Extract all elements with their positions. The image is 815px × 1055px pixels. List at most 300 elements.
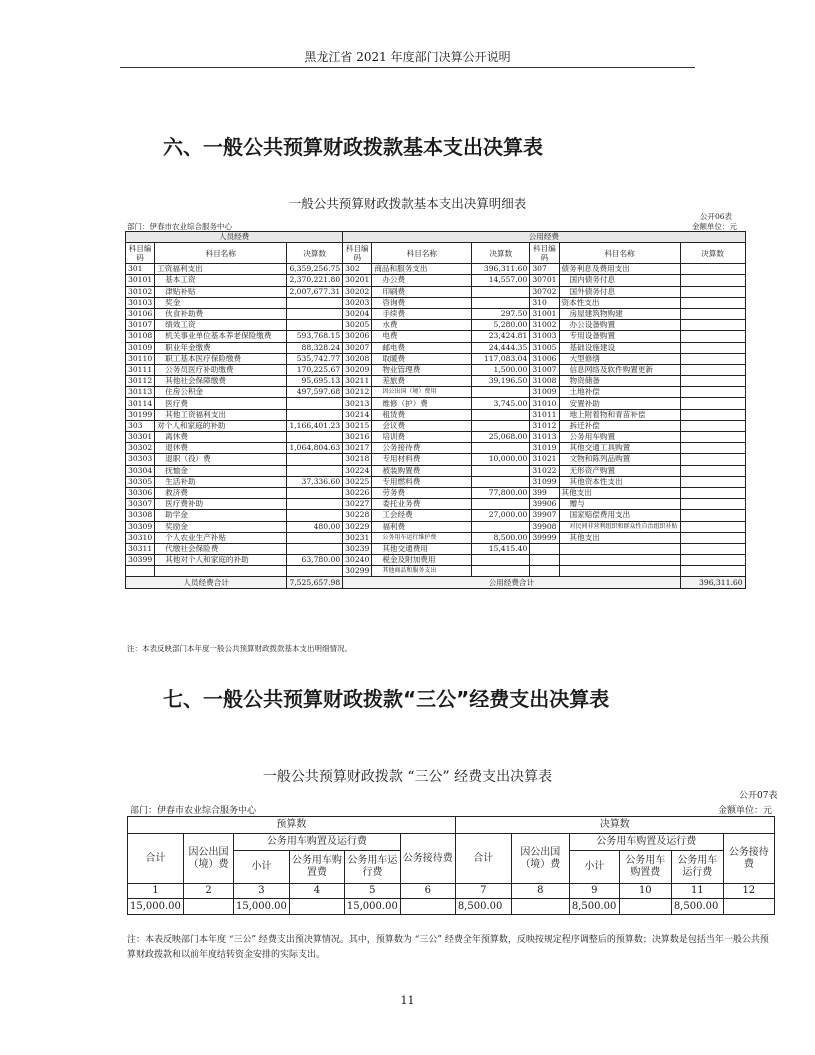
cell-amount [287, 510, 343, 521]
cell-code: 30111 [126, 364, 155, 375]
table-row [126, 499, 746, 510]
vehicle-header: 公务用车购置及运行费 [234, 834, 401, 851]
cell-code: 30202 [343, 286, 372, 297]
col-name: 科目名称 [372, 243, 472, 264]
cell-amount: 23,424.81 [472, 331, 530, 342]
col-code: 科目编码 [530, 243, 559, 264]
section-7-title: 七、一般公共预算财政拨款“三公”经费支出决算表 [163, 687, 610, 711]
cell-code: 30218 [343, 454, 372, 465]
cell-amount [680, 476, 745, 487]
cell-code: 30209 [343, 364, 372, 375]
cell-code: 30240 [343, 555, 372, 566]
cell-name: 专用燃料费 [372, 476, 472, 487]
cell-amount: 2,370,221.80 [287, 275, 343, 286]
cell-code: 30106 [126, 308, 155, 319]
cell-code: 39908 [530, 521, 559, 532]
cell-name: 伙食补助费 [155, 308, 287, 319]
total-public-label: 公用经费合计 [343, 577, 680, 588]
cell-name: 津贴补贴 [155, 286, 287, 297]
cell-amount [472, 297, 530, 308]
cell-code: 30203 [343, 297, 372, 308]
cell-amount [680, 387, 745, 398]
cell-code: 39907 [530, 510, 559, 521]
cell-code: 31019 [530, 443, 559, 454]
cell-name: 委托业务费 [372, 499, 472, 510]
value-cell [723, 899, 774, 915]
cell-amount [680, 465, 745, 476]
cell-name: 信息网络及软件购置更新 [559, 364, 680, 375]
cell-code: 30215 [343, 420, 372, 431]
cell-code: 303 [126, 420, 155, 431]
cell-name: 办公设备购置 [559, 320, 680, 331]
cell-amount [680, 499, 745, 510]
cell-code [530, 555, 559, 566]
cell-code: 30211 [343, 376, 372, 387]
cell-amount [680, 275, 745, 286]
cell-code: 31001 [530, 308, 559, 319]
cell-code: 30304 [126, 465, 155, 476]
cell-code: 30207 [343, 342, 372, 353]
cell-amount [680, 264, 745, 275]
cell-code: 31013 [530, 432, 559, 443]
cell-code: 30308 [126, 510, 155, 521]
abroad-header: 因公出国（境）费 [184, 834, 234, 884]
table-row [126, 510, 746, 521]
cell-amount [680, 409, 745, 420]
cell-code: 31011 [530, 409, 559, 420]
cell-amount: 37,336.60 [287, 476, 343, 487]
cell-amount: 5,280.00 [472, 320, 530, 331]
cell-amount [472, 443, 530, 454]
cell-amount [287, 543, 343, 554]
table-row [126, 387, 746, 398]
cell-name: 抚恤金 [155, 465, 287, 476]
cell-amount [472, 499, 530, 510]
cell-amount [680, 420, 745, 431]
total-personnel-value: 7,525,657.98 [287, 577, 343, 588]
cell-name: 其他工资福利支出 [155, 409, 287, 420]
cell-amount [287, 432, 343, 443]
cell-code: 30109 [126, 342, 155, 353]
table-row [126, 364, 746, 375]
cell-code: 30107 [126, 320, 155, 331]
cell-code: 30201 [343, 275, 372, 286]
table-row [126, 398, 746, 409]
value-cell: 15,000.00 [344, 899, 400, 915]
cell-name: 无形资产购置 [559, 465, 680, 476]
table-row [126, 420, 746, 431]
cell-name: 公务员医疗补助缴费 [155, 364, 287, 375]
cell-name: 文物和陈列品购置 [559, 454, 680, 465]
cell-code: 30306 [126, 487, 155, 498]
cell-amount: 117,083.04 [472, 353, 530, 364]
group-personnel: 人员经费 [126, 232, 343, 243]
cell-code: 30305 [126, 476, 155, 487]
purchase-header: 公务用车购置费 [289, 851, 344, 884]
cell-amount [680, 308, 745, 319]
page-header: 黑龙江省 2021 年度部门决算公开说明 [304, 50, 511, 64]
cell-code: 30301 [126, 432, 155, 443]
table-row [126, 532, 746, 543]
cell-amount [472, 409, 530, 420]
cell-code: 30229 [343, 521, 372, 532]
value-cell [400, 899, 455, 915]
value-row [128, 899, 775, 915]
column-number: 8 [511, 884, 569, 899]
cell-code: 30302 [126, 443, 155, 454]
cell-name: 物业管理费 [372, 364, 472, 375]
cell-amount [472, 387, 530, 398]
table-row [126, 376, 746, 387]
cell-name: 专用设备购置 [559, 331, 680, 342]
cell-name: 退职（役）费 [155, 454, 287, 465]
col-name: 科目名称 [155, 243, 287, 264]
cell-code: 31008 [530, 376, 559, 387]
three-public-table [127, 816, 775, 915]
cell-amount: 1,064,804.63 [287, 443, 343, 454]
cell-code: 310 [530, 297, 559, 308]
col-amount: 决算数 [287, 243, 343, 264]
cell-amount [680, 286, 745, 297]
cell-name: 安置补助 [559, 398, 680, 409]
cell-code: 30239 [343, 543, 372, 554]
cell-amount: 15,415.40 [472, 543, 530, 554]
cell-amount: 95,695.13 [287, 376, 343, 387]
cell-name: 办公费 [372, 275, 472, 286]
cell-name: 医疗费 [155, 398, 287, 409]
cell-amount [472, 286, 530, 297]
table-row [126, 555, 746, 566]
cell-name: 基本工资 [155, 275, 287, 286]
column-number: 4 [289, 884, 344, 899]
cell-code: 31003 [530, 331, 559, 342]
budget-header: 预算数 [128, 817, 456, 834]
table-row [126, 543, 746, 554]
cell-name: 国内债务付息 [559, 275, 680, 286]
cell-code [126, 566, 155, 577]
cell-amount [680, 521, 745, 532]
value-cell: 15,000.00 [128, 899, 184, 915]
cell-name: 奖金 [155, 297, 287, 308]
cell-amount [680, 376, 745, 387]
col-code: 科目编码 [343, 243, 372, 264]
cell-amount: 10,000.00 [472, 454, 530, 465]
cell-amount: 593,768.15 [287, 331, 343, 342]
cell-amount [680, 443, 745, 454]
cell-name: 其他交通工具购置 [559, 443, 680, 454]
cell-amount [287, 487, 343, 498]
column-number: 5 [344, 884, 400, 899]
cell-code: 31009 [530, 387, 559, 398]
cell-amount [287, 499, 343, 510]
cell-code: 30110 [126, 353, 155, 364]
cell-amount: 3,745.00 [472, 398, 530, 409]
cell-code: 30208 [343, 353, 372, 364]
cell-code: 30227 [343, 499, 372, 510]
cell-code: 31006 [530, 353, 559, 364]
cell-amount [680, 342, 745, 353]
table1-unit: 金额单位：元 [692, 222, 737, 231]
cell-code: 30309 [126, 521, 155, 532]
cell-name: 其他资本性支出 [559, 476, 680, 487]
cell-code: 30114 [126, 398, 155, 409]
cell-amount [287, 398, 343, 409]
column-number: 1 [128, 884, 184, 899]
cell-amount: 8,500.00 [472, 532, 530, 543]
cell-code: 30103 [126, 297, 155, 308]
cell-code: 399 [530, 487, 559, 498]
cell-code: 31005 [530, 342, 559, 353]
cell-amount [287, 320, 343, 331]
cell-amount [680, 364, 745, 375]
cell-amount: 2,007,677.31 [287, 286, 343, 297]
cell-code: 31012 [530, 420, 559, 431]
cell-code: 30299 [343, 566, 372, 577]
cell-amount: 14,557.00 [472, 275, 530, 286]
table-row [126, 465, 746, 476]
cell-name: 国外债务付息 [559, 286, 680, 297]
cell-name: 租赁费 [372, 409, 472, 420]
cell-amount: 1,166,401.23 [287, 420, 343, 431]
column-number: 7 [455, 884, 511, 899]
cell-name: 其他商品和服务支出 [372, 566, 472, 577]
abroad-header: 因公出国（境）费 [511, 834, 569, 884]
operation-header: 公务用车运行费 [671, 851, 723, 884]
cell-name: 劳务费 [372, 487, 472, 498]
table-row [126, 487, 746, 498]
cell-code: 302 [343, 264, 372, 275]
cell-name: 职业年金缴费 [155, 342, 287, 353]
cell-name: 公务用车购置 [559, 432, 680, 443]
cell-amount [680, 398, 745, 409]
cell-name: 专用材料费 [372, 454, 472, 465]
value-cell [184, 899, 234, 915]
value-cell [289, 899, 344, 915]
cell-amount: 170,225.67 [287, 364, 343, 375]
group-public: 公用经费 [343, 232, 745, 243]
column-number: 2 [184, 884, 234, 899]
cell-amount [287, 308, 343, 319]
table1-title: 一般公共预算财政拨款基本支出决算明细表 [288, 196, 527, 211]
table-row [126, 432, 746, 443]
cell-amount [472, 465, 530, 476]
cell-code: 30225 [343, 476, 372, 487]
table-row [126, 331, 746, 342]
cell-code: 30399 [126, 555, 155, 566]
table-row [126, 320, 746, 331]
cell-amount [680, 320, 745, 331]
cell-amount [680, 353, 745, 364]
cell-name: 被装购置费 [372, 465, 472, 476]
cell-name: 对个人和家庭的补助 [155, 420, 287, 431]
cell-amount: 1,500.00 [472, 364, 530, 375]
cell-amount [680, 487, 745, 498]
cell-amount [287, 465, 343, 476]
cell-code: 301 [126, 264, 155, 275]
column-number: 12 [723, 884, 774, 899]
cell-name: 电费 [372, 331, 472, 342]
table-row [126, 353, 746, 364]
table-row [126, 286, 746, 297]
cell-code: 30101 [126, 275, 155, 286]
cell-name: 其他交通费用 [372, 543, 472, 554]
cell-name: 公务接待费 [372, 443, 472, 454]
cell-name: 奖励金 [155, 521, 287, 532]
table2-title: 一般公共预算财政拨款 “三公” 经费支出决算表 [262, 769, 553, 785]
cell-name: 工资福利支出 [155, 264, 287, 275]
value-cell: 8,500.00 [455, 899, 511, 915]
cell-amount [680, 555, 745, 566]
column-number: 9 [569, 884, 619, 899]
cell-name: 生活补助 [155, 476, 287, 487]
cell-amount: 480.00 [287, 521, 343, 532]
cell-name: 咨询费 [372, 297, 472, 308]
cell-name: 印刷费 [372, 286, 472, 297]
cell-name: 其他对个人和家庭的补助 [155, 555, 287, 566]
cell-code: 30307 [126, 499, 155, 510]
cell-amount [680, 566, 745, 577]
cell-amount: 27,000.00 [472, 510, 530, 521]
cell-amount [472, 420, 530, 431]
cell-code: 30228 [343, 510, 372, 521]
table-row [126, 275, 746, 286]
cell-amount: 88,328.24 [287, 342, 343, 353]
column-number-row [128, 884, 775, 899]
cell-amount [680, 331, 745, 342]
cell-name: 地上附着物和青苗补偿 [559, 409, 680, 420]
table-row [126, 454, 746, 465]
cell-name: 退休费 [155, 443, 287, 454]
cell-code: 31002 [530, 320, 559, 331]
cell-name: 房屋建筑物购建 [559, 308, 680, 319]
cell-code [530, 543, 559, 554]
purchase-header: 公务用车购置费 [619, 851, 671, 884]
operation-header: 公务用车运行费 [344, 851, 400, 884]
cell-name: 医疗费补助 [155, 499, 287, 510]
cell-code: 30102 [126, 286, 155, 297]
cell-code: 30204 [343, 308, 372, 319]
total-personnel-label: 人员经费合计 [126, 577, 287, 588]
cell-name: 因公出国（境）费用 [372, 387, 472, 398]
cell-amount [680, 432, 745, 443]
cell-name: 赠与 [559, 499, 680, 510]
value-cell: 8,500.00 [671, 899, 723, 915]
cell-name: 个人农业生产补贴 [155, 532, 287, 543]
cell-name: 差旅费 [372, 376, 472, 387]
table-row [126, 476, 746, 487]
cell-name: 取暖费 [372, 353, 472, 364]
cell-name [559, 566, 680, 577]
cell-code: 30701 [530, 275, 559, 286]
cell-amount: 497,597.68 [287, 387, 343, 398]
cell-name: 会议费 [372, 420, 472, 431]
total-public-value: 396,311.60 [680, 577, 745, 588]
cell-amount [472, 521, 530, 532]
cell-amount [680, 532, 745, 543]
cell-amount [472, 555, 530, 566]
column-number: 3 [234, 884, 290, 899]
table-row [126, 443, 746, 454]
cell-amount [287, 532, 343, 543]
cell-code: 30205 [343, 320, 372, 331]
value-cell: 15,000.00 [234, 899, 290, 915]
cell-code: 307 [530, 264, 559, 275]
col-amount: 决算数 [472, 243, 530, 264]
table1-dept: 部门：伊春市农业综合服务中心 [127, 222, 232, 231]
cell-name [155, 566, 287, 577]
cell-name: 工会经费 [372, 510, 472, 521]
value-cell: 8,500.00 [569, 899, 619, 915]
cell-code: 30213 [343, 398, 372, 409]
cell-code: 30212 [343, 387, 372, 398]
vehicle-header: 公务用车购置及运行费 [569, 834, 723, 851]
total-header: 合计 [455, 834, 511, 884]
table1 [125, 231, 746, 589]
cell-name: 其他支出 [559, 487, 680, 498]
section-6-title: 六、一般公共预算财政拨款基本支出决算表 [163, 135, 543, 159]
cell-name: 机关事业单位基本养老保险缴费 [155, 331, 287, 342]
cell-name: 职工基本医疗保险缴费 [155, 353, 287, 364]
cell-name: 绩效工资 [155, 320, 287, 331]
cell-code: 30231 [343, 532, 372, 543]
cell-name: 住房公积金 [155, 387, 287, 398]
cell-code: 30108 [126, 331, 155, 342]
col-amount: 决算数 [680, 243, 745, 264]
cell-amount [472, 566, 530, 577]
cell-name: 拆迁补偿 [559, 420, 680, 431]
cell-code: 39999 [530, 532, 559, 543]
cell-name: 土地补偿 [559, 387, 680, 398]
cell-name: 公务用车运行维护费 [372, 532, 472, 543]
cell-amount [680, 297, 745, 308]
cell-amount: 24,444.35 [472, 342, 530, 353]
subtotal-header: 小计 [234, 851, 290, 884]
cell-name: 助学金 [155, 510, 287, 521]
table-row [126, 521, 746, 532]
table2-note: 注：本表反映部门本年度 “三公” 经费支出预决算情况。其中，预算数为 “三公” 经费全年预算数，反映按规定程序调整后的预算数；决算数是包括当年一般公共预算财政拨款和以前年度结转资金安排的实际支出。 [127, 935, 769, 960]
cell-code: 30226 [343, 487, 372, 498]
cell-name: 国家赔偿费用支出 [559, 510, 680, 521]
cell-amount [680, 454, 745, 465]
cell-amount [287, 454, 343, 465]
cell-code: 30702 [530, 286, 559, 297]
table2-unit: 金额单位：元 [718, 806, 773, 816]
table-row [126, 297, 746, 308]
cell-code [530, 566, 559, 577]
cell-name: 对民间非营利组织和群众性自治组织补贴 [559, 521, 680, 532]
subtotal-header: 小计 [569, 851, 619, 884]
cell-name: 水费 [372, 320, 472, 331]
cell-code: 30214 [343, 409, 372, 420]
cell-code: 30310 [126, 532, 155, 543]
cell-amount [287, 566, 343, 577]
cell-code: 31099 [530, 476, 559, 487]
cell-name: 资本性支出 [559, 297, 680, 308]
cell-amount: 25,068.00 [472, 432, 530, 443]
cell-code: 31021 [530, 454, 559, 465]
cell-name [559, 543, 680, 554]
cell-name: 福利费 [372, 521, 472, 532]
cell-name: 商品和服务支出 [372, 264, 472, 275]
cell-amount: 77,800.00 [472, 487, 530, 498]
cell-amount [680, 543, 745, 554]
cell-amount: 63,780.00 [287, 555, 343, 566]
cell-name: 基础设施建设 [559, 342, 680, 353]
header-divider [120, 67, 695, 68]
table2-dept: 部门：伊春市农业综合服务中心 [130, 806, 257, 816]
cell-code: 31007 [530, 364, 559, 375]
cell-name: 救济费 [155, 487, 287, 498]
